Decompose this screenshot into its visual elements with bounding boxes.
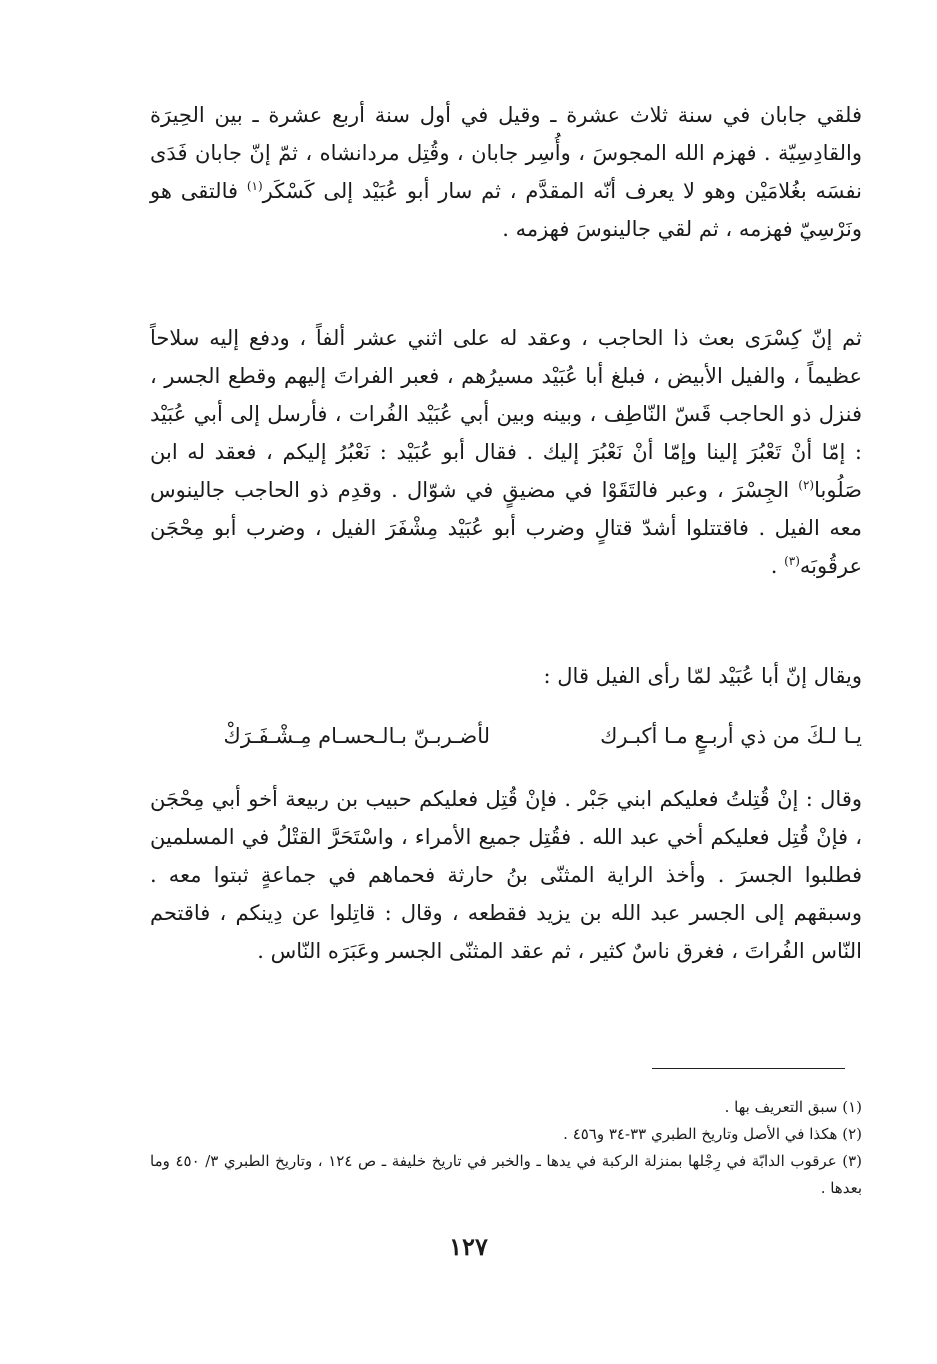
paragraph-4-text: وقال : إنْ قُتِلتُ فعليكم ابني جَبْر . فإنْ قُتِل فعليكم حبيب بن ربيعة أخو أبي مِحْجَن ، فإنْ قُتِل فعليكم أخي عبد الله . فقُتِل جميع الأمراء ، واسْتَحَرَّ القتْلُ في المسلمين فطلبوا الجسرَ . وأخذ الراية المثنّى بنُ حارثة فحماهم في جماعةٍ ثبتوا معه . وسبقهم إلى الجسر عبد الله بن يزيد فقطعه ، وقال : قاتِلوا عن دِينكم ، فاقتحم النّاس الفُراتَ ، فغرق ناسٌ كثير ، ثم عقد المثنّى الجسر وعَبَرَه النّاس . [150,787,862,963]
paragraph-2-text-b: الجِسْرَ ، وعبر فالتَقَوْا في مضيقٍ في شوّال . وقدِم ذو الحاجب جالينوس معه الفيل . فاقتتلوا أشدّ قتالٍ وضرب أبو عُبَيْد مِشْفَرَ الفيل ، وضرب أبو مِحْجَن عرقُوبَه [150,478,862,578]
footnote-ref-3: (٣) [784,554,800,568]
footnote-ref-1: (١) [246,179,263,193]
paragraph-2-text-a: ثم إنّ كِسْرَى بعث ذا الحاجب ، وعقد له على اثني عشر ألفاً ، ودفع إليه سلاحاً عظيماً ، والفيل الأبيض ، فبلغ أبا عُبَيْد مسيرُهم ، فعبر الفراتَ إليهم وقطع الجسر ، فنزل ذو الحاجب قَسّ النّاطِف ، وبينه وبين أبي عُبَيْد الفُرات ، فأرسل إلى أبي عُبَيْد : إمّا أنْ تَعْبُرَ إلينا وإمّا أنْ نَعْبُرَ إليك . فقال أبو عُبَيْد : نَعْبُرُ إليكم ، فعقد له ابن صَلُوبا [150,326,862,502]
footnote-3: (٣) عرقوب الدابّة في رِجْلها بمنزلة الركبة في يدها ـ والخبر في تاريخ خليفة ـ ص ١٢٤ ، وتاريخ الطبري ٣/ ٤٥٠ وما بعدها . [150,1152,863,1197]
footnote-divider [652,1068,845,1069]
page-number: ١٢٧ [449,1232,488,1261]
paragraph-1 [150,96,862,248]
paragraph-1-text: فلقي جابان في سنة ثلاث عشرة ـ وقيل في أول سنة أربع عشرة ـ بين الحِيرَة والقادِسِيّة . فهزم الله المجوسَ ، وأُسِر جابان ، وقُتِل مردانشاه ، ثمّ إنّ جابان فَدَى نفسَه بغُلامَيْن وهو لا يعرف أنّه المقدَّم ، ثم سار أبو عُبَيْد إلى كَسْكَر [150,103,862,203]
paragraph-3-text: ويقال إنّ أبا عُبَيْد لمّا رأى الفيل قال : [543,664,862,688]
footnote-2: (٢) هكذا في الأصل وتاريخ الطبري ٣٣-٣٤ و٤٥٦ . [563,1125,862,1143]
verse-second-hemistich: لأضـربـنّ بـالـحسـام مِـشْـفَـرَكْ [223,724,490,748]
footnotes-section [150,1094,862,1202]
paragraph-2 [150,319,862,585]
footnote-1: (١) سبق التعريف بها . [724,1098,862,1116]
poetry-verse [150,716,862,756]
verse-first-hemistich: يـا لـكَ من ذي أربـعٍ مـا أكبـرك [600,724,862,748]
footnote-ref-2: (٢) [798,478,815,492]
paragraph-1-end: فالتقى هو ونَرْسِيّ فهزمه ، ثم لقي جالينوسَ فهزمه . [150,179,862,241]
paragraph-3 [150,657,862,695]
paragraph-2-end: . [770,554,785,578]
paragraph-4 [150,780,862,970]
